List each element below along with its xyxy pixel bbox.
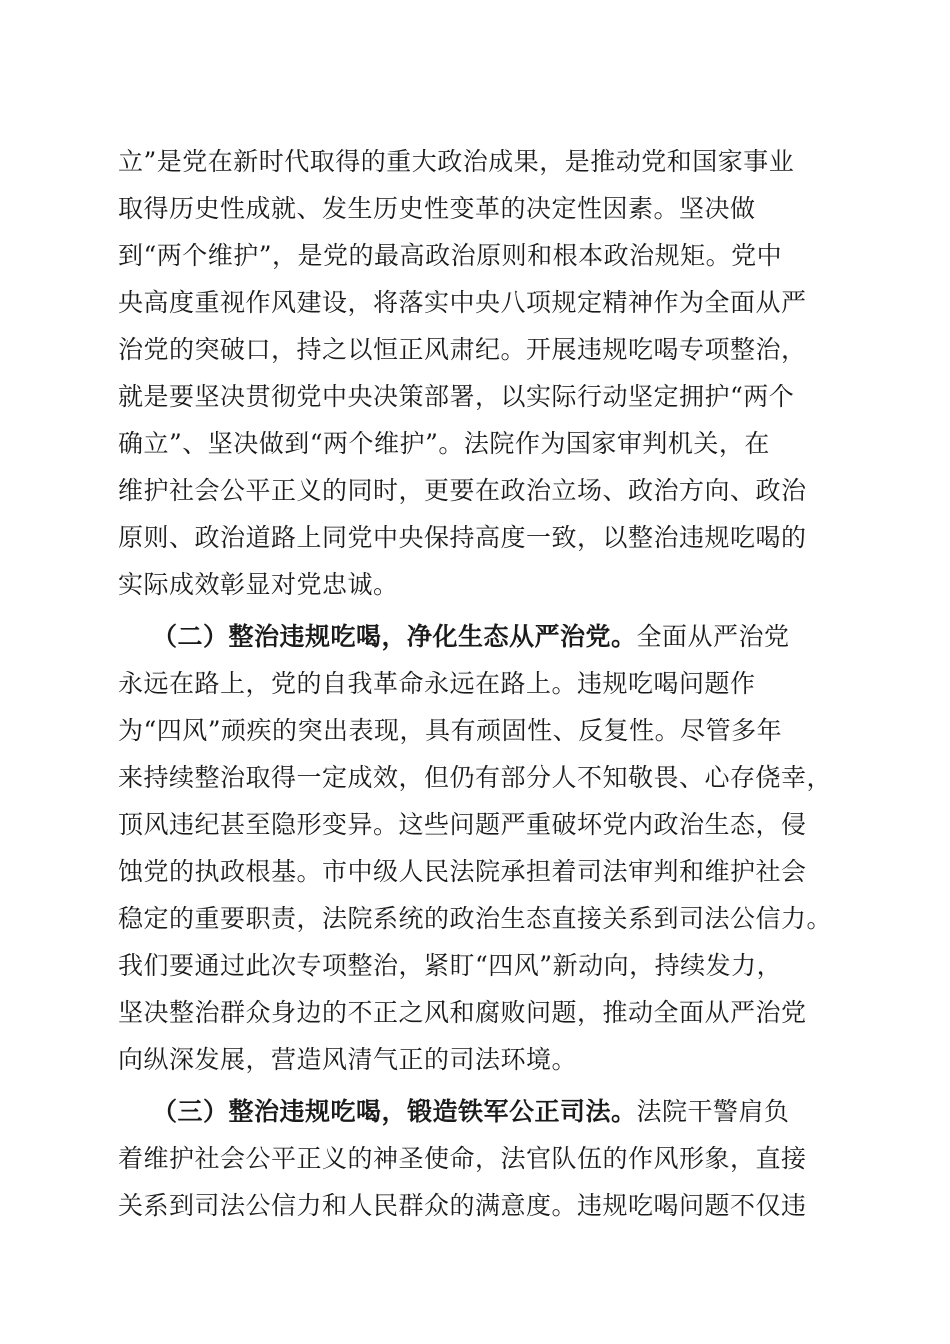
text-line: 到“两个维护”，是党的最高政治原则和根本政治规矩。党中 bbox=[118, 241, 783, 270]
text-line: 来持续整治取得一定成效，但仍有部分人不知敬畏、心存侥幸， bbox=[118, 763, 833, 792]
document-page bbox=[118, 138, 838, 1229]
text-line: 着维护社会公平正义的神圣使命，法官队伍的作风形象，直接 bbox=[118, 1144, 807, 1173]
text-line: 稳定的重要职责，法院系统的政治生态直接关系到司法公信力。 bbox=[118, 904, 833, 933]
text-line: 立”是党在新时代取得的重大政治成果，是推动党和国家事业 bbox=[118, 147, 795, 176]
section-three-heading: （三）整治违规吃喝，锻造铁军公正司法。 bbox=[152, 1097, 637, 1126]
text-line: 就是要坚决贯彻党中央决策部署，以实际行动坚定拥护“两个 bbox=[118, 382, 795, 411]
text-line: 原则、政治道路上同党中央保持高度一致，以整治违规吃喝的 bbox=[118, 523, 807, 552]
section-three-first-line-text: 法院干警肩负 bbox=[636, 1097, 790, 1126]
text-line: 央高度重视作风建设，将落实中央八项规定精神作为全面从严 bbox=[118, 288, 807, 317]
text-line: 取得历史性成就、发生历史性变革的决定性因素。坚决做 bbox=[118, 194, 756, 223]
paragraph-section-one bbox=[118, 138, 838, 608]
text-line: 我们要通过此次专项整治，紧盯“四风”新动向，持续发力， bbox=[118, 951, 783, 980]
text-line: 向纵深发展，营造风清气正的司法环境。 bbox=[118, 1045, 578, 1074]
text-line: 关系到司法公信力和人民群众的满意度。违规吃喝问题不仅违 bbox=[118, 1191, 807, 1220]
section-two-first-line bbox=[118, 613, 838, 660]
text-line: 实际成效彰显对党忠诚。 bbox=[118, 570, 399, 599]
paragraph-section-three bbox=[118, 1088, 838, 1229]
text-line: 为“四风”顽疾的突出表现，具有顽固性、反复性。尽管多年 bbox=[118, 716, 783, 745]
section-two-heading: （二）整治违规吃喝，净化生态从严治党。 bbox=[152, 622, 637, 651]
text-line: 永远在路上，党的自我革命永远在路上。违规吃喝问题作 bbox=[118, 669, 756, 698]
text-line: 顶风违纪甚至隐形变异。这些问题严重破坏党内政治生态，侵 bbox=[118, 810, 807, 839]
section-three-first-line bbox=[118, 1088, 838, 1135]
text-line: 确立”、坚决做到“两个维护”。法院作为国家审判机关，在 bbox=[118, 429, 770, 458]
text-line: 蚀党的执政根基。市中级人民法院承担着司法审判和维护社会 bbox=[118, 857, 807, 886]
paragraph-section-two bbox=[118, 613, 838, 1083]
text-line: 治党的突破口，持之以恒正风肃纪。开展违规吃喝专项整治， bbox=[118, 335, 807, 364]
text-line: 维护社会公平正义的同时，更要在政治立场、政治方向、政治 bbox=[118, 476, 807, 505]
text-line: 坚决整治群众身边的不正之风和腐败问题，推动全面从严治党 bbox=[118, 998, 807, 1027]
section-two-first-line-text: 全面从严治党 bbox=[636, 622, 790, 651]
